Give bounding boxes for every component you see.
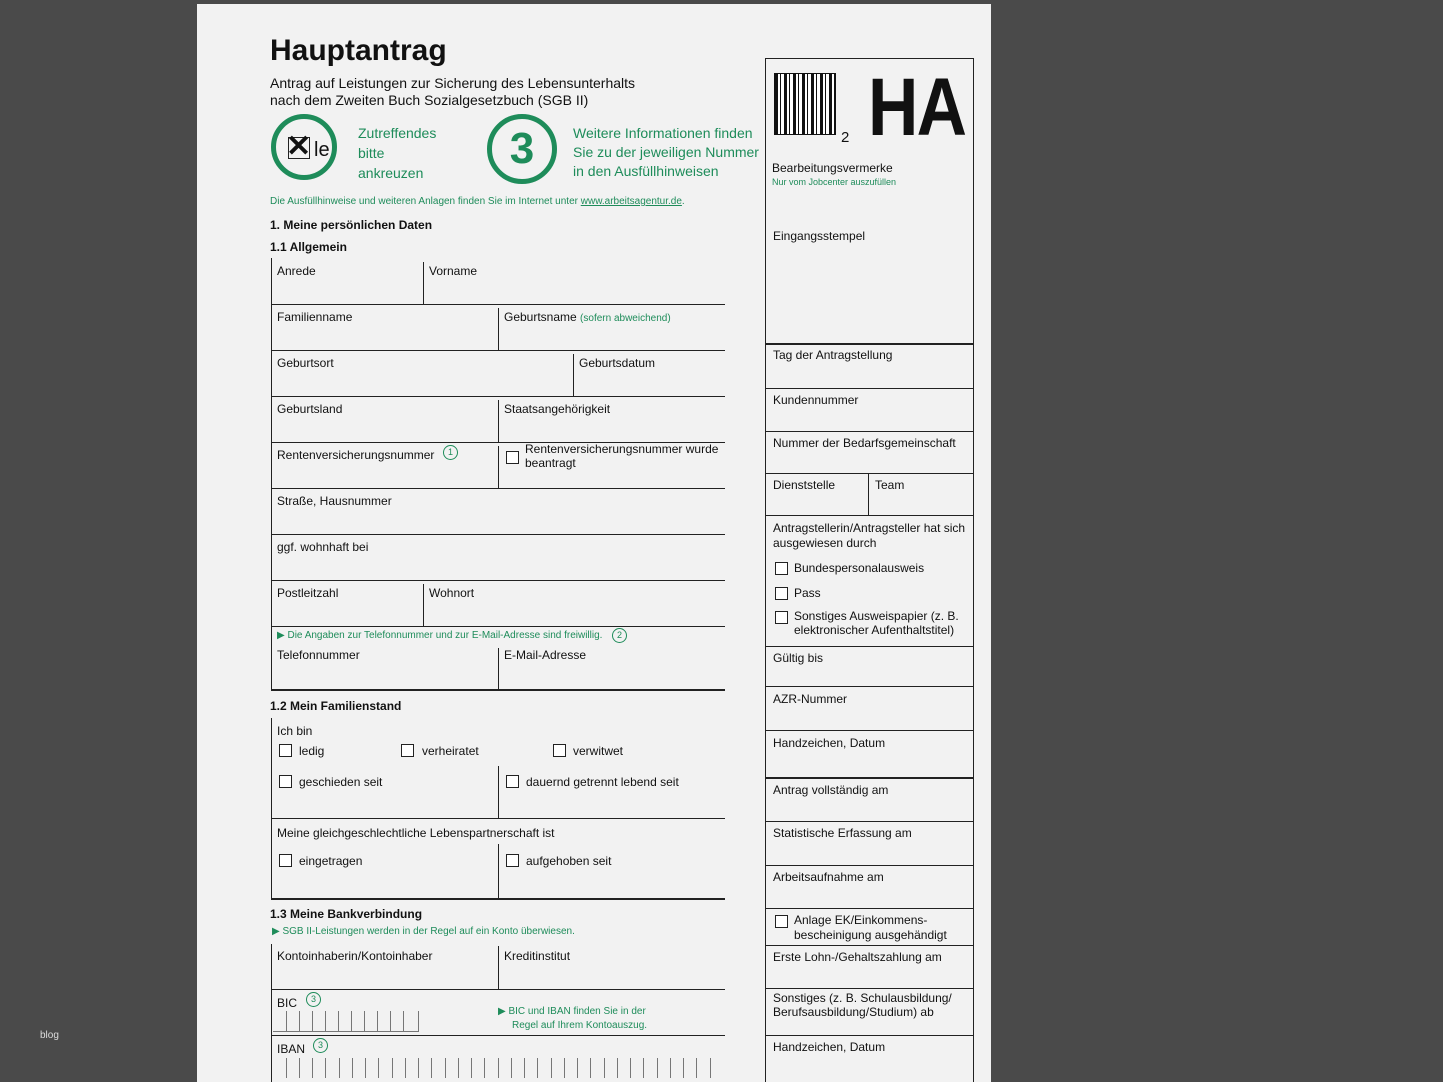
kontoinhaber-label: Kontoinhaberin/Kontoinhaber (277, 949, 433, 963)
pass-checkbox[interactable] (775, 587, 788, 600)
subtitle-line2: nach dem Zweiten Buch Sozialgesetzbuch (SGB II) (270, 92, 589, 108)
erste-lohn-label: Erste Lohn-/Gehaltszahlung am (773, 950, 942, 964)
personalausweis-checkbox[interactable] (775, 562, 788, 575)
staatsangehoerigkeit-label: Staatsangehörigkeit (504, 402, 611, 416)
iban-label: IBAN (277, 1042, 306, 1056)
sonstiges-ausweis-checkbox[interactable] (775, 611, 788, 624)
hint-info: Weitere Informationen finden Sie zu der jeweiligen Nummer in den Ausfüllhinweisen (573, 125, 759, 179)
getrennt-label: dauernd getrennt lebend seit (526, 775, 679, 789)
geburtsort-label: Geburtsort (277, 356, 334, 370)
arrow-right-icon: ▶ (277, 630, 288, 641)
ausgewiesen-label: Antragstellerin/Antragsteller hat sich ausgewiesen durch (773, 521, 966, 550)
familienname-label: Familienname (277, 310, 353, 324)
bank-note: ▶ SGB II-Leistungen werden in der Regel auf ein Konto überwiesen. (272, 926, 575, 937)
tag-antragstellung-label: Tag der Antragstellung (773, 348, 893, 362)
info-number-badge: 3 (487, 114, 557, 184)
kreditinstitut-label: Kreditinstitut (504, 949, 571, 963)
aufgehoben-checkbox[interactable] (506, 854, 519, 867)
verheiratet-checkbox[interactable] (401, 744, 414, 757)
form-code: HA (868, 62, 966, 153)
eingetragen-checkbox[interactable] (279, 854, 292, 867)
datamatrix-code-icon (774, 73, 836, 135)
cross-mark-icon: ✕ (286, 130, 312, 163)
bedarfsgemeinschaft-label: Nummer der Bedarfsgemeinschaft (773, 436, 956, 450)
anlage-ek-checkbox[interactable] (775, 915, 788, 928)
geschieden-checkbox[interactable] (279, 775, 292, 788)
kundennummer-label: Kundennummer (773, 393, 859, 407)
azr-label: AZR-Nummer (773, 692, 847, 706)
handzeichen2-label: Handzeichen, Datum (773, 1040, 886, 1054)
plz-label: Postleitzahl (277, 586, 339, 600)
info-ref-3-iban: 3 (313, 1038, 328, 1053)
hint-cross: Zutreffendes bitte ankreuzen (358, 125, 437, 181)
info-ref-1: 1 (443, 445, 458, 460)
lebenspartnerschaft-label: Meine gleichgeschlechtliche Lebenspartnerschaft ist (277, 826, 555, 840)
phone-note: ▶ Die Angaben zur Telefonnummer und zur E-Mail-Adresse sind freiwillig. (277, 630, 603, 641)
bic-input[interactable] (273, 1011, 419, 1032)
email-label: E-Mail-Adresse (504, 648, 587, 662)
section11-title: 1.1 Allgemein (270, 240, 347, 254)
antrag-vollstaendig-label: Antrag vollständig am (773, 783, 889, 797)
verheiratet-label: verheiratet (422, 744, 479, 758)
form-page (197, 4, 991, 1082)
eingetragen-label: eingetragen (299, 854, 363, 868)
bearbeitung-label: Bearbeitungsvermerke (772, 161, 893, 175)
geburtsname-label: Geburtsname (sofern abweichend) (504, 310, 671, 324)
bearbeitung-note: Nur vom Jobcenter auszufüllen (772, 177, 897, 187)
arrow-right-icon: ▶ (272, 926, 283, 937)
vorname-label: Vorname (429, 264, 478, 278)
section12-title: 1.2 Mein Familienstand (270, 699, 402, 713)
geschieden-label: geschieden seit (299, 775, 383, 789)
info-ref-2: 2 (612, 628, 627, 643)
wohnort-label: Wohnort (429, 586, 475, 600)
page-title: Hauptantrag (270, 34, 447, 67)
geburtsland-label: Geburtsland (277, 402, 343, 416)
aufgehoben-label: aufgehoben seit (526, 854, 612, 868)
rvnr-label: Rentenversicherungsnummer (277, 448, 435, 462)
bic-hint: ▶ BIC und IBAN finden Sie in der Regel auf Ihrem Kontoauszug. (498, 1006, 648, 1031)
ledig-label: ledig (299, 744, 325, 758)
telefon-label: Telefonnummer (277, 648, 360, 662)
bic-label: BIC (277, 996, 298, 1010)
sonstiges-ausbildung-label: Sonstiges (z. B. Schulausbildung/ Berufsausbildung/Studium) ab (773, 991, 952, 1019)
qr-suffix: 2 (841, 129, 850, 146)
pass-label: Pass (794, 586, 821, 600)
statistische-label: Statistische Erfassung am (773, 826, 912, 840)
arbeitsaufnahme-label: Arbeitsaufnahme am (773, 870, 884, 884)
ich-bin-label: Ich bin (277, 724, 313, 738)
ledig-checkbox[interactable] (279, 744, 292, 757)
anrede-label: Anrede (277, 264, 316, 278)
badge-text: le (314, 139, 330, 161)
sonstiges-ausweis-label: Sonstiges Ausweispapier (z. B. elektronischer Aufenthaltstitel) (794, 609, 959, 637)
geburtsdatum-label: Geburtsdatum (579, 356, 656, 370)
iban-input[interactable] (273, 1058, 725, 1078)
wohnhaft-bei-label: ggf. wohnhaft bei (277, 540, 369, 554)
arrow-right-icon: ▶ (498, 1006, 509, 1017)
verwitwet-checkbox[interactable] (553, 744, 566, 757)
team-label: Team (875, 478, 905, 492)
personalausweis-label: Bundespersonalausweis (794, 561, 925, 575)
info-ref-3: 3 (306, 992, 321, 1007)
verwitwet-label: verwitwet (573, 744, 624, 758)
getrennt-checkbox[interactable] (506, 775, 519, 788)
internet-note: Die Ausfüllhinweise und weiteren Anlagen finden Sie im Internet unter www.arbeitsagentur.de. (270, 196, 685, 207)
gueltig-bis-label: Gültig bis (773, 651, 824, 665)
watermark: blog (40, 1030, 59, 1041)
handzeichen1-label: Handzeichen, Datum (773, 736, 886, 750)
section13-title: 1.3 Meine Bankverbindung (270, 907, 423, 921)
rvnr-beantragt-checkbox[interactable] (506, 451, 519, 464)
subtitle-line1: Antrag auf Leistungen zur Sicherung des Lebensunterhalts (270, 75, 636, 91)
eingangsstempel-label: Eingangsstempel (773, 229, 866, 243)
internet-link[interactable]: www.arbeitsagentur.de (580, 196, 682, 207)
rvnr-beantragt-label: Rentenversicherungsnummer wurde beantragt (525, 442, 719, 470)
anlage-ek-label: Anlage EK/Einkommens- bescheinigung ausgehändigt (794, 913, 947, 942)
dienststelle-label: Dienststelle (773, 478, 836, 492)
strasse-label: Straße, Hausnummer (277, 494, 392, 508)
section1-title: 1. Meine persönlichen Daten (270, 218, 433, 232)
office-use-sidebar (765, 58, 974, 1082)
cross-example-badge (271, 114, 337, 180)
